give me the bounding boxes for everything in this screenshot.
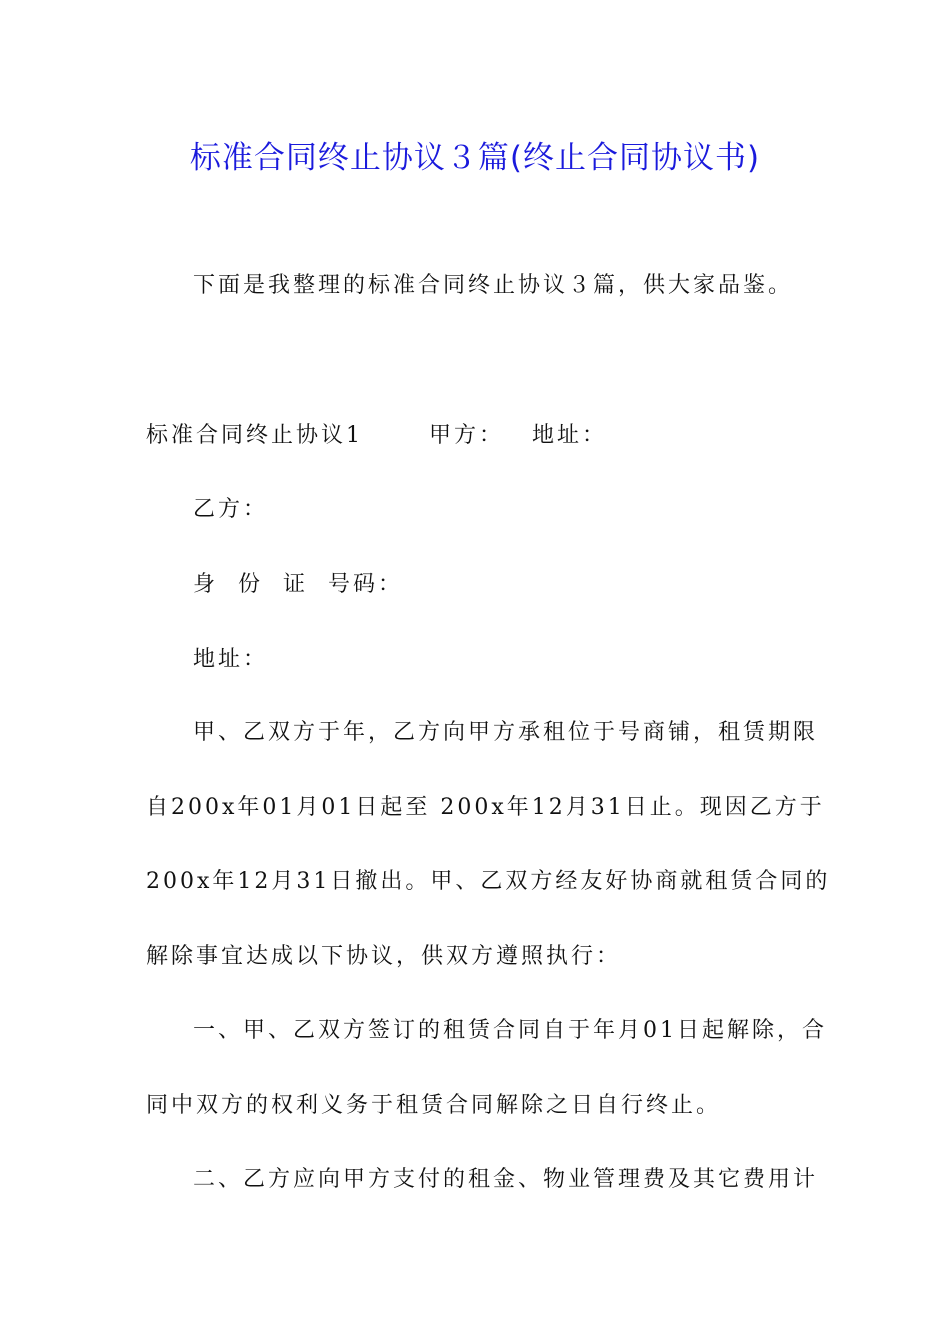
party-b-label: 乙方：	[193, 497, 269, 522]
section-heading: 标准合同终止协议1	[146, 423, 363, 448]
document-title: 标准合同终止协议３篇(终止合同协议书)	[189, 140, 761, 176]
id-number-label: 身 份 证 号码：	[193, 572, 403, 597]
intro-text: 下面是我整理的标准合同终止协议３篇，供大家品鉴。	[193, 273, 794, 298]
paragraph-line: 一、甲、乙双方签订的租赁合同自于年月01日起解除，合	[193, 1018, 827, 1043]
address-label: 地址：	[193, 647, 269, 672]
paragraph-line: 解除事宜达成以下协议，供双方遵照执行：	[146, 944, 622, 969]
paragraph-line: 自200x年01月01日起至 200x年12月31日止。现因乙方于	[146, 795, 825, 820]
paragraph-line: 甲、乙双方于年，乙方向甲方承租位于号商铺，租赁期限	[193, 720, 819, 745]
party-a-label: 甲方：	[429, 423, 505, 448]
paragraph-line: 200x年12月31日撤出。甲、乙双方经友好协商就租赁合同的	[146, 869, 831, 894]
paragraph-line: 二、乙方应向甲方支付的租金、物业管理费及其它费用计	[193, 1167, 819, 1192]
paragraph-line: 同中双方的权利义务于租赁合同解除之日自行终止。	[146, 1093, 722, 1118]
section-heading-row	[146, 421, 607, 451]
party-a-address-label: 地址：	[532, 423, 608, 448]
